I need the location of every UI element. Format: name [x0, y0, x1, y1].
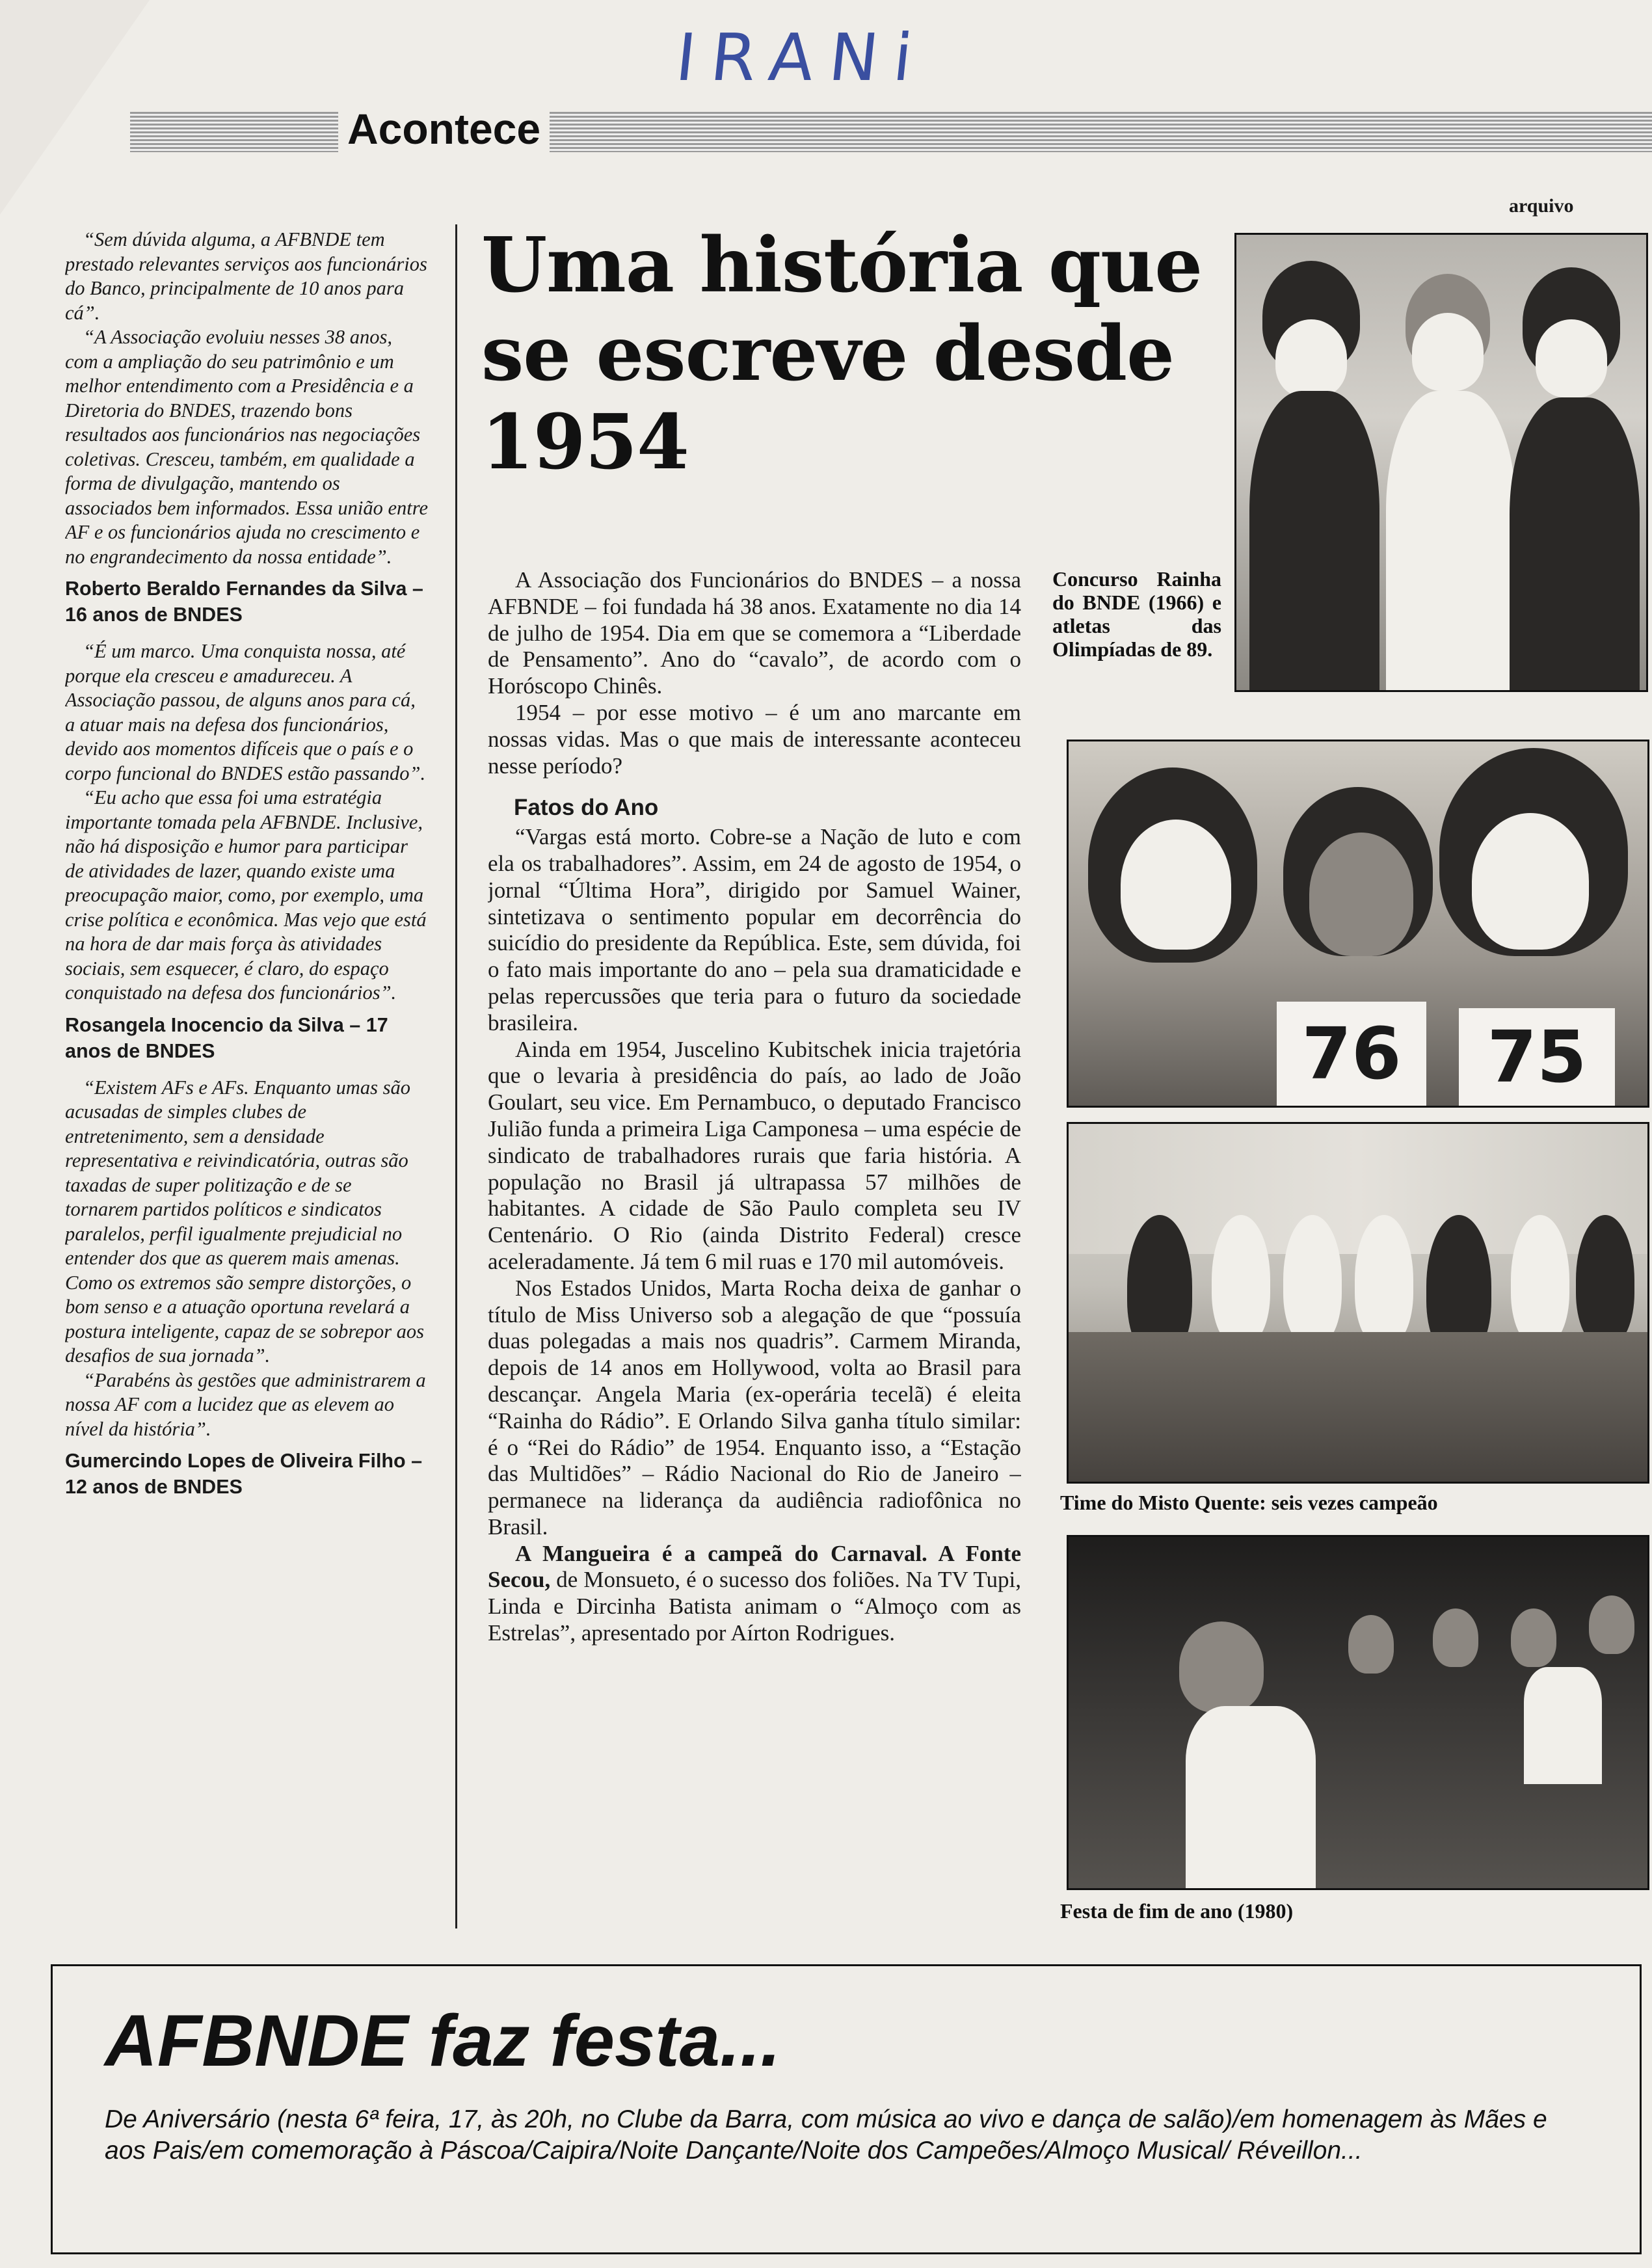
figure-face	[1121, 820, 1231, 950]
quotes-column	[65, 228, 429, 1938]
article-paragraph: 1954 – por esse motivo – é um ano marcante em nossas vidas. Mas o que mais de interessante aconteceu nesse período?	[488, 699, 1021, 779]
caption-photo-queens: Concurso Rainha do BNDE (1966) e atletas das Olimpíadas de 89.	[1052, 567, 1221, 661]
column-divider	[455, 224, 457, 1928]
caption-photo-team: Time do Misto Quente: seis vezes campeão	[1060, 1491, 1438, 1514]
team-player	[1355, 1215, 1413, 1345]
party-person	[1186, 1706, 1316, 1888]
photo-team	[1067, 1122, 1649, 1484]
figure-dress	[1386, 391, 1516, 690]
section-title: Acontece	[338, 104, 550, 153]
figure-face	[1536, 319, 1607, 397]
quote-paragraph: “Parabéns às gestões que administrarem a nossa AF com a lucidez que as elevem ao nível da história”.	[65, 1368, 426, 1440]
handwritten-note: IRANi	[672, 20, 932, 96]
quote-paragraph: “Sem dúvida alguma, a AFBNDE tem prestado relevantes serviços aos funcionários do Banco, principalmente de 10 anos para cá”.	[65, 228, 427, 324]
bib-number: 75	[1459, 1008, 1615, 1106]
event-box	[51, 1964, 1642, 2254]
figure-face	[1412, 313, 1484, 391]
figure-dress	[1510, 397, 1640, 690]
article-bold-lead: A Mangueira é a campeã do Carnaval. A Fonte Secou,	[488, 1540, 1021, 1593]
team-player	[1511, 1215, 1569, 1345]
party-person	[1348, 1615, 1394, 1674]
bib-number: 76	[1277, 1002, 1426, 1106]
event-box-text: De Aniversário (nesta 6ª feira, 17, às 20h, no Clube da Barra, com música ao vivo e dança de salão)/em homenagem às Mães e aos Pais/em comemoração à Páscoa/Caipira/Noite Dançante/Noite dos Campeões/Almoço Musical/ Réveillon...	[105, 2105, 1547, 2165]
figure-face	[1309, 833, 1413, 956]
figure-dress	[1249, 391, 1379, 690]
quote-author: Roberto Beraldo Fernandes da Silva – 16 anos de BNDES	[65, 578, 423, 626]
photo-queens	[1234, 233, 1648, 692]
party-person	[1433, 1608, 1478, 1667]
photo-credit: arquivo	[1509, 195, 1574, 217]
team-player	[1576, 1215, 1634, 1345]
article-body	[488, 567, 1021, 1933]
article-paragraph: “Vargas está morto. Cobre-se a Nação de luto e com ela os trabalhadores”. Assim, em 24 de agosto de 1954, o jornal “Última Hora”, dirigido por Samuel Wainer, sintetizava o sentimento popular em decorrência do suicídio do presidente da República. Este, sem dúvida, foi o fato mais importante do ano – pela sua dramaticidade e pelas repercussões que teria para o futuro da sociedade brasileira.	[488, 824, 1021, 1035]
headline: Uma história que se escreve desde 1954	[481, 221, 1203, 487]
quote-paragraph: “Existem AFs e AFs. Enquanto umas são acusadas de simples clubes de entretenimento, sem a densidade representativa e reivindicatória, outras são taxadas de super politização e de se tornarem partidos políticos e sindicatos paralelos, perfil igualmente prejudicial no entender dos que as querem mais amenas. Como os extremos são sempre distorções, o bom senso e a atuação oportuna revelará a postura inteligente, capaz de se sobrepor aos desafios de sua jornada”.	[65, 1076, 425, 1367]
party-person	[1589, 1595, 1634, 1654]
quote-paragraph: “A Associação evoluiu nesses 38 anos, com a ampliação do seu patrimônio e um melhor entendimento com a Presidência e a Diretoria do BNDES, trazendo bons resultados aos funcionários nas negociações coletivas. Cresceu, também, em qualidade a forma de divulgação, mantendo os associados bem informados. Essa união entre AF e os funcionários ajuda no crescimento e no engrandecimento da nossa entidade”.	[65, 326, 429, 568]
quote-author: Gumercindo Lopes de Oliveira Filho – 12 anos de BNDES	[65, 1450, 423, 1498]
team-player	[1212, 1215, 1270, 1345]
party-person	[1511, 1608, 1556, 1667]
article-subhead: Fatos do Ano	[514, 795, 659, 821]
photo-athletes	[1067, 740, 1649, 1108]
figure-face	[1472, 813, 1589, 950]
party-person	[1179, 1621, 1264, 1713]
article-paragraph-last	[488, 1541, 1021, 1647]
article-paragraph: Ainda em 1954, Juscelino Kubitschek inicia trajetória que o levaria à presidência do país, ao lado de João Goulart, seu vice. Em Pernambuco, o deputado Francisco Julião funda a primeira Liga Camponesa – uma espécie de sindicato de trabalhadores rurais que faria história. A população no Brasil já ultrapassa 57 milhões de habitantes. A cidade de São Paulo completa seu IV Centenário. O Rio (ainda Distrito Federal) cresce aceleradamente. Já tem 6 mil ruas e 170 mil automóveis.	[488, 1036, 1021, 1274]
quote-paragraph: “Eu acho que essa foi uma estratégia importante tomada pela AFBNDE. Inclusive, não há disposição e humor para participar de atividades de lazer, quando existe uma preocupação maior, como, por exemplo, uma crise política e econômica. Mas vejo que está na hora de dar mais força às atividades sociais, sem esquecer, é claro, do espaço conquistado na defesa dos funcionários”.	[65, 786, 427, 1004]
team-player	[1283, 1215, 1342, 1345]
caption-photo-party: Festa de fim de ano (1980)	[1060, 1899, 1294, 1923]
team-front-row	[1069, 1332, 1647, 1482]
figure-face	[1275, 319, 1347, 397]
quote-author: Rosangela Inocencio da Silva – 17 anos de BNDES	[65, 1013, 388, 1062]
quote-paragraph: “É um marco. Uma conquista nossa, até porque ela cresceu e amadureceu. A Associação passou, de alguns anos para cá, a atuar mais na defesa dos funcionários, devido aos momentos difíceis que o país e o corpo funcional do BNDES estão passando”.	[65, 640, 426, 784]
article-paragraph: A Associação dos Funcionários do BNDES – a nossa AFBNDE – foi fundada há 38 anos. Exatamente no dia 14 de julho de 1954. Dia em que se comemora a “Liberdade de Pensamento”. Ano do “cavalo”, de acordo com o Horóscopo Chinês.	[488, 567, 1021, 699]
party-person	[1524, 1667, 1602, 1784]
event-box-title: AFBNDE faz festa...	[105, 2000, 781, 2081]
photo-party	[1067, 1535, 1649, 1890]
article-rest: de Monsueto, é o sucesso dos foliões. Na TV Tupi, Linda e Dircinha Batista animam o “Almoço com as Estrelas”, apresentado por Aírton Rodrigues.	[488, 1567, 1021, 1646]
article-paragraph: Nos Estados Unidos, Marta Rocha deixa de ganhar o título de Miss Universo sob a alegação de que “possuía duas polegadas a mais nos quadris”. Carmem Miranda, depois de 14 anos em Hollywood, volta ao Brasil para descançar. Angela Maria (ex-operária tecelã) é eleita “Rainha do Rádio”. E Orlando Silva ganha título similar: é o “Rei do Rádio” de 1954. Enquanto isso, a “Estação das Multidões” – Rádio Nacional do Rio de Janeiro – permanece na liderança da audiência radiofônica no Brasil.	[488, 1275, 1021, 1540]
